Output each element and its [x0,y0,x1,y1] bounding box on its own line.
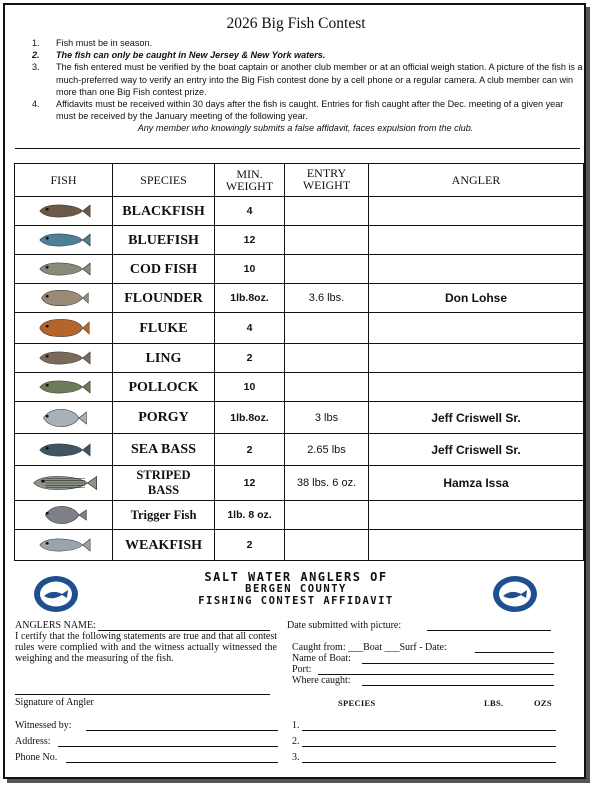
address-label: Address: [15,736,51,747]
entry-weight-cell [285,226,369,255]
min-weight-cell: 2 [215,344,285,373]
entry-number-2: 2. [292,736,300,747]
expulsion-note: Any member who knowingly submits a false affidavit, faces expulsion from the club. [137,123,474,134]
pollock-icon [36,375,92,399]
entry-weight-cell [285,255,369,284]
triggerfish-icon [36,503,92,527]
angler-cell: Don Lohse [369,284,584,313]
date-submitted-field[interactable] [427,630,551,631]
angler-cell: Jeff Criswell Sr. [369,434,584,466]
entry-number-1: 1. [292,720,300,731]
col-header-entry-weight: ENTRY WEIGHT [285,164,369,197]
min-weight-cell: 12 [215,466,285,501]
table-row [15,434,584,466]
min-weight-cell: 1lb.8oz. [215,284,285,313]
catch-date-field[interactable] [475,652,554,653]
angler-cell [369,197,584,226]
col-header-angler: ANGLER [369,164,584,197]
affidavit-heading: SALT WATER ANGLERS OF BERGEN COUNTY FISHING CONTEST AFFIDAVIT [198,570,394,607]
codfish-icon [36,257,92,281]
species-column-label: SPECIES [338,698,376,708]
table-row [15,313,584,344]
port-field[interactable] [318,674,554,675]
porgy-icon [36,406,92,430]
witnessed-by-label: Witnessed by: [15,720,72,731]
table-row [15,197,584,226]
fish-image-cell [15,501,113,530]
bluefish-icon [36,228,92,252]
col-header-min-weight: MIN. WEIGHT [215,164,285,197]
entry-weight-cell [285,501,369,530]
table-row [15,466,584,501]
entry-weight-cell [285,530,369,561]
signature-label: Signature of Angler [15,697,94,708]
rules-list [28,37,583,135]
striped-bass-icon [29,470,99,496]
angler-cell: Hamza Issa [369,466,584,501]
angler-cell [369,501,584,530]
table-row [15,284,584,313]
fish-image-cell [15,197,113,226]
min-weight-cell: 4 [215,313,285,344]
phone-label: Phone No. [15,752,58,763]
min-weight-cell: 2 [215,434,285,466]
species-cell: Trigger Fish [113,501,215,530]
where-caught-field[interactable] [362,685,554,686]
angler-cell: Jeff Criswell Sr. [369,402,584,434]
min-weight-cell: 1lb.8oz. [215,402,285,434]
table-row [15,402,584,434]
col-header-fish: FISH [15,164,113,197]
species-cell: FLOUNDER [113,284,215,313]
entry-weight-cell: 3 lbs [285,402,369,434]
species-cell: STRIPED BASS [113,466,215,501]
species-cell: BLACKFISH [113,197,215,226]
min-weight-cell: 10 [215,255,285,284]
where-caught-label: Where caught: [292,675,351,686]
angler-cell [369,344,584,373]
species-cell: LING [113,344,215,373]
fish-image-cell [15,255,113,284]
entry-weight-cell [285,197,369,226]
entry-weight-cell: 3.6 lbs. [285,284,369,313]
seabass-icon [36,438,92,462]
min-weight-cell: 10 [215,373,285,402]
species-cell: PORGY [113,402,215,434]
date-submitted-label: Date submitted with picture: [287,620,402,631]
fish-image-cell [15,434,113,466]
flounder-icon [36,286,92,310]
weakfish-icon [36,533,92,557]
fish-table [14,163,584,561]
rule-item: 2. The fish can only be caught in New Jersey & New York waters. [32,50,326,61]
fish-image-cell [15,402,113,434]
blackfish-icon [36,199,92,223]
min-weight-cell: 1lb. 8 oz. [215,501,285,530]
fish-image-cell [15,284,113,313]
witnessed-by-field[interactable] [86,730,278,731]
fish-image-cell [15,344,113,373]
angler-cell [369,373,584,402]
entry-number-3: 3. [292,752,300,763]
species-cell: FLUKE [113,313,215,344]
address-field[interactable] [58,746,278,747]
species-cell: COD FISH [113,255,215,284]
entry-weight-cell: 2.65 lbs [285,434,369,466]
table-row [15,373,584,402]
table-row [15,530,584,561]
signature-field[interactable] [15,694,270,695]
col-header-species: SPECIES [113,164,215,197]
anglers-name-label: ANGLERS NAME: [15,620,96,631]
entry-weight-cell [285,373,369,402]
angler-cell [369,255,584,284]
species-cell: WEAKFISH [113,530,215,561]
ling-icon [36,346,92,370]
table-row [15,501,584,530]
phone-field[interactable] [66,762,278,763]
port-label: Port: [292,664,312,675]
fluke-icon [36,316,92,340]
min-weight-cell: 12 [215,226,285,255]
rule-item: 3. The fish entered must be verified by the boat captain or another club member or at an official weigh station. A picture of the fish is a much-preferred way to verify an entry into the Big Fish contest done by a cell phone or a regular camera. A club member can win more than one Big Fish contest prize. [32,62,583,97]
fish-image-cell [15,466,113,501]
ozs-column-label: OZS [534,698,552,708]
rule-item: 4. Affidavits must be received within 30 days after the fish is caught. Entries for fish caught after the Dec. meeting of a given year must be received by the January meeting of the following year. [32,99,564,122]
species-cell: BLUEFISH [113,226,215,255]
min-weight-cell: 4 [215,197,285,226]
entry-weight-cell: 38 lbs. 6 oz. [285,466,369,501]
table-row [15,255,584,284]
rule-item: 1. Fish must be in season. [32,38,153,48]
entry-weight-cell [285,344,369,373]
fish-image-cell [15,313,113,344]
angler-cell [369,226,584,255]
lbs-column-label: LBS. [484,698,504,708]
fish-image-cell [15,530,113,561]
divider [15,148,580,149]
name-of-boat-field[interactable] [362,663,554,664]
entry-field-2[interactable] [302,746,556,747]
certification-text: I certify that the following statements are true and that all contest rules were complied with and the witness actually witnessed the weighing and the measuring of the fish. [15,631,277,664]
species-cell: SEA BASS [113,434,215,466]
caught-from-label: Caught from: ___Boat ___Surf - Date: [292,642,447,653]
species-cell: POLLOCK [113,373,215,402]
table-row [15,344,584,373]
fish-image-cell [15,373,113,402]
entry-weight-cell [285,313,369,344]
name-of-boat-label: Name of Boat: [292,653,351,664]
angler-cell [369,530,584,561]
table-header-row [15,164,584,197]
fish-image-cell [15,226,113,255]
angler-cell [369,313,584,344]
page-title: 2026 Big Fish Contest [226,15,366,32]
entry-field-1[interactable] [302,730,556,731]
min-weight-cell: 2 [215,530,285,561]
entry-field-3[interactable] [302,762,556,763]
table-row [15,226,584,255]
